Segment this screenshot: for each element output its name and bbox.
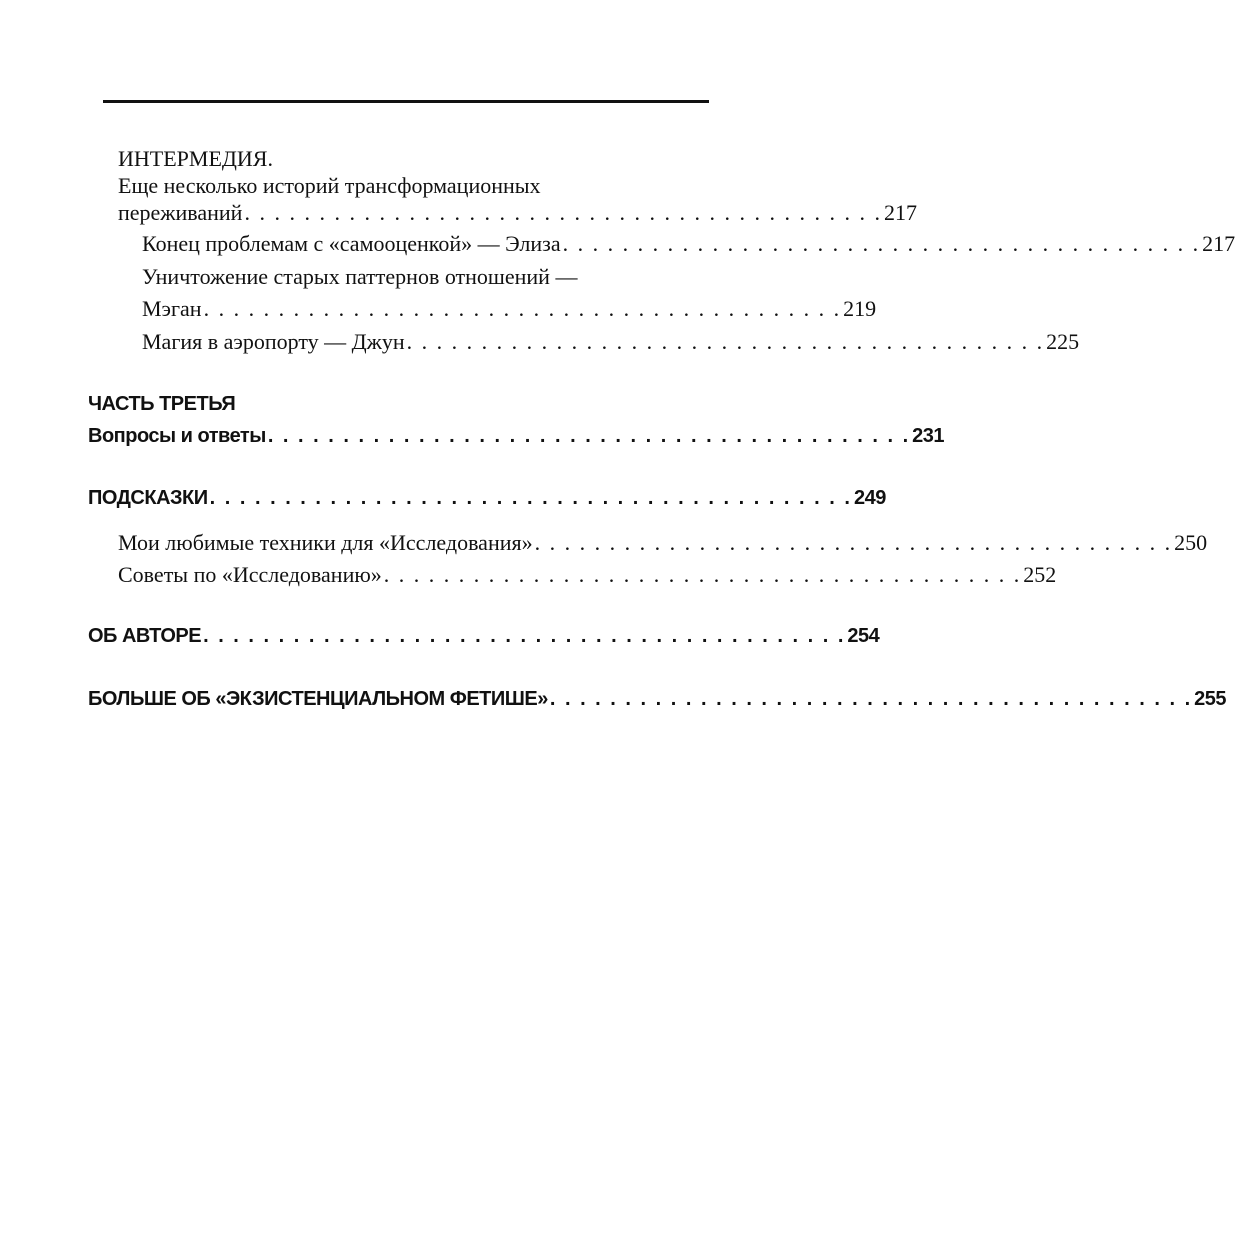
- toc-page-number: 225: [1046, 329, 1080, 354]
- toc-entry-title: Советы по «Исследованию»: [118, 562, 382, 587]
- toc-page-number: 249: [853, 487, 886, 509]
- toc-page-number: 250: [1174, 530, 1208, 555]
- toc-entry-title: БОЛЬШЕ ОБ «ЭКЗИСТЕНЦИАЛЬНОМ ФЕТИШЕ»: [88, 688, 548, 710]
- toc-entry-more-about[interactable]: [88, 684, 1227, 714]
- toc-entry-title: ПОДСКАЗКИ: [88, 487, 208, 509]
- dot-leader: . . . . . . . . . . . . . . . . . . . . . . . . . . . . . . . . . . . . . . . . . . .: [244, 200, 882, 225]
- toc-entry-eliza[interactable]: [142, 229, 1235, 259]
- toc-entry-about-author[interactable]: [88, 621, 880, 651]
- part-three-heading: ЧАСТЬ ТРЕТЬЯ: [88, 393, 236, 415]
- toc-entry-title: Магия в аэропорту — Джун: [142, 329, 405, 354]
- top-rule: [103, 100, 709, 103]
- toc-page-number: 217: [1202, 231, 1235, 256]
- toc-entry-megan[interactable]: [142, 294, 877, 324]
- dot-leader: . . . . . . . . . . . . . . . . . . . . . . . . . . . . . . . . . . . . . . . . . . .: [267, 425, 911, 447]
- dot-leader: . . . . . . . . . . . . . . . . . . . . . . . . . . . . . . . . . . . . . . . . . . .: [203, 625, 846, 647]
- toc-entry-qa[interactable]: [88, 421, 945, 451]
- toc-page-number: 231: [912, 425, 945, 447]
- toc-entry-title: переживаний: [118, 200, 243, 225]
- dot-leader: . . . . . . . . . . . . . . . . . . . . . . . . . . . . . . . . . . . . . . . . . . .: [549, 688, 1193, 710]
- toc-entry-intermedia[interactable]: [118, 198, 917, 228]
- toc-entry-title: Мои любимые техники для «Исследования»: [118, 530, 533, 555]
- toc-page-number: 252: [1023, 562, 1057, 587]
- intermedia-subtitle-line1: Еще несколько историй трансформационных: [118, 173, 541, 198]
- toc-entry-title: ОБ АВТОРЕ: [88, 625, 202, 647]
- toc-entry-advice[interactable]: [118, 560, 1057, 590]
- dot-leader: . . . . . . . . . . . . . . . . . . . . . . . . . . . . . . . . . . . . . . . . . . .: [534, 530, 1173, 555]
- toc-entry-june[interactable]: [142, 327, 1080, 357]
- toc-page-number: 254: [847, 625, 880, 647]
- dot-leader: . . . . . . . . . . . . . . . . . . . . . . . . . . . . . . . . . . . . . . . . . . .: [562, 231, 1201, 256]
- toc-entry-title: Мэган: [142, 296, 202, 321]
- toc-page-number: 219: [843, 296, 877, 321]
- dot-leader: . . . . . . . . . . . . . . . . . . . . . . . . . . . . . . . . . . . . . . . . . . .: [406, 329, 1045, 354]
- toc-entry-title: Конец проблемам с «самооценкой» — Элиза: [142, 231, 561, 256]
- toc-page-number: 255: [1194, 688, 1227, 710]
- toc-page-number: 217: [883, 200, 917, 225]
- dot-leader: . . . . . . . . . . . . . . . . . . . . . . . . . . . . . . . . . . . . . . . . . . .: [203, 296, 842, 321]
- toc-entry-title: Вопросы и ответы: [88, 425, 266, 447]
- toc-entry-hints[interactable]: [88, 483, 886, 513]
- dot-leader: . . . . . . . . . . . . . . . . . . . . . . . . . . . . . . . . . . . . . . . . . . .: [209, 487, 852, 509]
- toc-entry-favorite-techniques[interactable]: [118, 528, 1208, 558]
- toc-entry-megan-line1: Уничтожение старых паттернов отношений —: [142, 264, 578, 289]
- intermedia-heading: ИНТЕРМЕДИЯ.: [118, 146, 273, 171]
- dot-leader: . . . . . . . . . . . . . . . . . . . . . . . . . . . . . . . . . . . . . . . . . . .: [383, 562, 1022, 587]
